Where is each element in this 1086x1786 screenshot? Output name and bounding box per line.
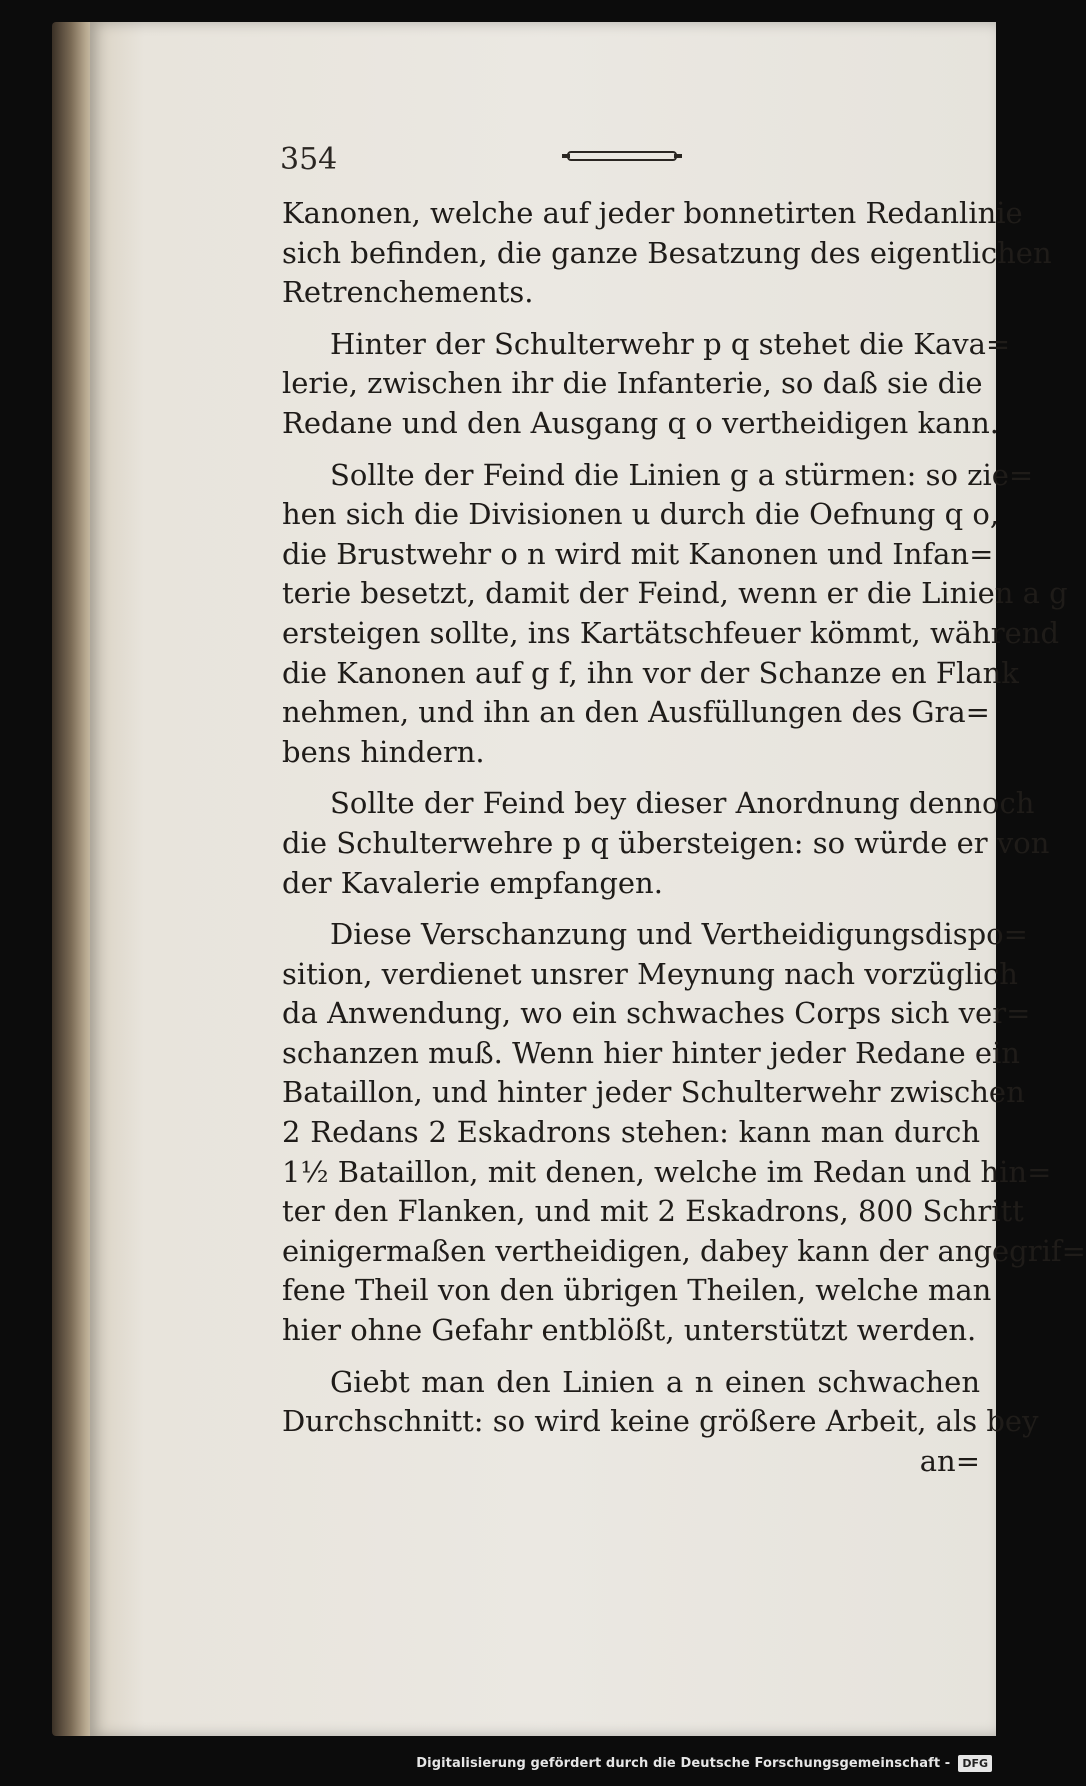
text-line: der Kavalerie empfangen. xyxy=(282,865,663,900)
header-ornament xyxy=(562,146,682,166)
text-line: Giebt man den Linien a n einen schwachen xyxy=(330,1364,980,1399)
text-line: Diese Verschanzung und Vertheidigungsdispo= xyxy=(330,917,1028,952)
dfg-logo: DFG xyxy=(958,1755,992,1772)
text-line: bens hindern. xyxy=(282,734,485,769)
catchword: an= xyxy=(919,1443,980,1478)
text-line: terie besetzt, damit der Feind, wenn er die Linien a g xyxy=(282,576,1068,611)
text-line: Sollte der Feind bey dieser Anordnung dennoch xyxy=(330,786,1035,821)
text-line: sition, verdienet unsrer Meynung nach vorzüglich xyxy=(282,956,1018,991)
digitization-footer xyxy=(416,1752,992,1774)
text-line: die Brustwehr o n wird mit Kanonen und Infan= xyxy=(282,536,994,571)
text-line: lerie, zwischen ihr die Infanterie, so daß sie die xyxy=(282,366,983,401)
text-line: Hinter der Schulterwehr p q stehet die Kava= xyxy=(330,326,1011,361)
paragraph-1 xyxy=(282,194,1052,313)
paragraph-3 xyxy=(282,456,1068,773)
text-line: schanzen muß. Wenn hier hinter jeder Redane ein xyxy=(282,1035,1020,1070)
text-line: Bataillon, und hinter jeder Schulterwehr zwischen xyxy=(282,1075,1025,1110)
funding-credit: Digitalisierung gefördert durch die Deutsche Forschungsgemeinschaft - xyxy=(416,1755,951,1771)
text-line: Redane und den Ausgang q o vertheidigen kann. xyxy=(282,405,1000,440)
text-line: 2 Redans 2 Eskadrons stehen: kann man durch xyxy=(282,1115,980,1150)
text-line: hen sich die Divisionen u durch die Oefnung q o, xyxy=(282,497,1000,532)
paragraph-4 xyxy=(282,784,1050,903)
page-header xyxy=(280,142,980,182)
text-line: fene Theil von den übrigen Theilen, welche man xyxy=(282,1273,992,1308)
paragraph-5 xyxy=(282,915,1086,1351)
book-spine xyxy=(52,22,94,1736)
text-line: die Kanonen auf g f, ihn vor der Schanze en Flank xyxy=(282,655,1019,690)
text-line: hier ohne Gefahr entblößt, unterstützt werden. xyxy=(282,1313,977,1348)
page-number: 354 xyxy=(280,142,338,177)
text-line: Durchschnitt: so wird keine größere Arbeit, als bey xyxy=(282,1404,1039,1439)
text-line: 1½ Bataillon, mit denen, welche im Redan und hin= xyxy=(282,1154,1052,1189)
text-line: nehmen, und ihn an den Ausfüllungen des Gra= xyxy=(282,695,990,730)
text-line: Kanonen, welche auf jeder bonnetirten Redanlinie xyxy=(282,196,1023,230)
text-line: da Anwendung, wo ein schwaches Corps sich ver= xyxy=(282,996,1031,1031)
text-line: ersteigen sollte, ins Kartätschfeuer kömmt, während xyxy=(282,615,1060,650)
text-line: die Schulterwehre p q übersteigen: so würde er von xyxy=(282,825,1050,860)
paragraph-6 xyxy=(282,1363,1039,1442)
text-line: ter den Flanken, und mit 2 Eskadrons, 800 Schritt xyxy=(282,1194,1024,1229)
text-line: einigermaßen vertheidigen, dabey kann der angegrif= xyxy=(282,1233,1086,1268)
text-line: Retrenchements. xyxy=(282,275,534,310)
body-text xyxy=(282,194,1086,1481)
paragraph-2 xyxy=(282,325,1011,444)
text-line: Sollte der Feind die Linien g a stürmen: so zie= xyxy=(330,457,1034,492)
text-line: sich befinden, die ganze Besatzung des eigentlichen xyxy=(282,235,1052,270)
